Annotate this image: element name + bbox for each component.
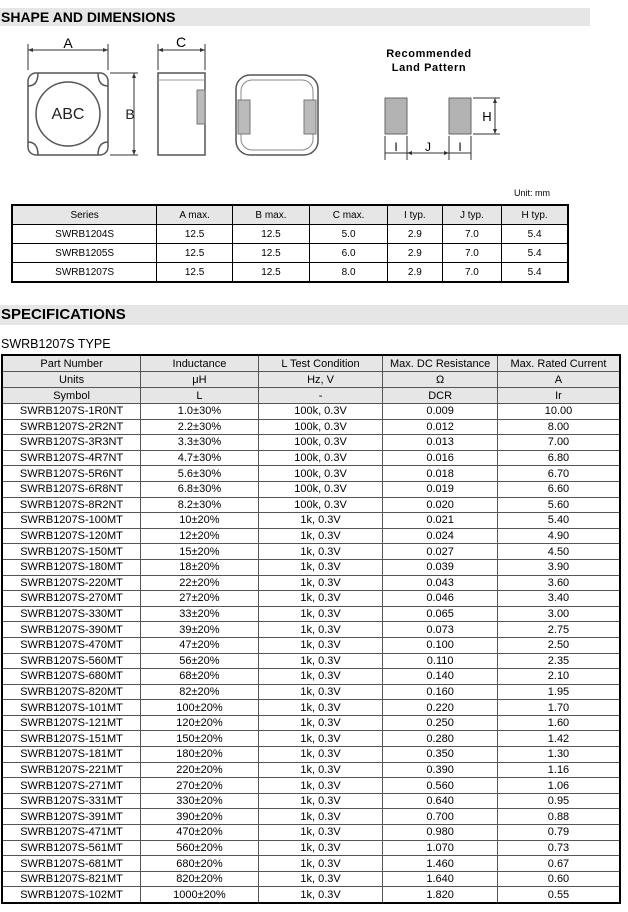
spec-cell: 1.16: [497, 762, 620, 778]
spec-cell: 0.073: [383, 622, 498, 638]
spec-cell: 0.024: [383, 528, 498, 544]
spec-header-cell: Symbol: [2, 388, 141, 404]
spec-cell: 4.90: [497, 528, 620, 544]
spec-cell: 100k, 0.3V: [258, 481, 383, 497]
dimensions-header-cell: Series: [12, 205, 157, 225]
land-pattern-drawing: [385, 98, 500, 160]
spec-cell: 5.40: [497, 513, 620, 529]
spec-cell: 0.88: [497, 809, 620, 825]
spec-cell: 1k, 0.3V: [258, 575, 383, 591]
dimensions-cell: 12.5: [157, 263, 233, 283]
label-a: A: [63, 35, 73, 51]
spec-row: [2, 793, 620, 809]
spec-cell: 4.7±30%: [141, 450, 259, 466]
spec-cell: SWRB1207S-390MT: [2, 622, 141, 638]
spec-cell: SWRB1207S-181MT: [2, 747, 141, 763]
spec-cell: SWRB1207S-271MT: [2, 778, 141, 794]
dimensions-cell: 12.5: [232, 244, 309, 263]
dimensions-cell: 5.4: [502, 244, 568, 263]
spec-cell: SWRB1207S-821MT: [2, 871, 141, 887]
spec-header-cell: L Test Condition: [258, 355, 383, 372]
spec-cell: 8.00: [497, 419, 620, 435]
spec-row: [2, 435, 620, 451]
spec-row: [2, 684, 620, 700]
spec-row: [2, 840, 620, 856]
spec-row: [2, 809, 620, 825]
spec-cell: 1k, 0.3V: [258, 653, 383, 669]
dimensions-cell: 2.9: [388, 263, 442, 283]
spec-cell: 3.00: [497, 606, 620, 622]
dimensions-header-cell: H typ.: [502, 205, 568, 225]
spec-cell: 2.10: [497, 669, 620, 685]
spec-cell: 1.60: [497, 715, 620, 731]
spec-row: [2, 575, 620, 591]
spec-cell: 0.160: [383, 684, 498, 700]
spec-row: [2, 887, 620, 903]
spec-cell: SWRB1207S-561MT: [2, 840, 141, 856]
spec-cell: 330±20%: [141, 793, 259, 809]
label-j: J: [425, 140, 431, 154]
spec-cell: 0.018: [383, 466, 498, 482]
spec-cell: 1k, 0.3V: [258, 637, 383, 653]
unit-note: Unit: mm: [514, 188, 550, 198]
dimensions-body: [12, 225, 568, 283]
spec-cell: SWRB1207S-121MT: [2, 715, 141, 731]
spec-cell: SWRB1207S-221MT: [2, 762, 141, 778]
dimensions-cell: SWRB1205S: [12, 244, 157, 263]
spec-cell: 390±20%: [141, 809, 259, 825]
spec-cell: 0.020: [383, 497, 498, 513]
spec-cell: 0.021: [383, 513, 498, 529]
dimensions-cell: SWRB1204S: [12, 225, 157, 244]
dimensions-cell: 7.0: [442, 225, 502, 244]
spec-cell: 0.043: [383, 575, 498, 591]
side-view-drawing: [158, 34, 205, 155]
label-abc: ABC: [51, 106, 85, 123]
spec-cell: SWRB1207S-100MT: [2, 513, 141, 529]
spec-cell: 7.00: [497, 435, 620, 451]
spec-header-cell: Ω: [383, 372, 498, 388]
spec-header-cell: A: [497, 372, 620, 388]
spec-cell: 1.070: [383, 840, 498, 856]
spec-cell: SWRB1207S-471MT: [2, 825, 141, 841]
top-view-drawing: [28, 35, 138, 155]
spec-cell: 0.046: [383, 591, 498, 607]
dimensions-cell: 2.9: [388, 244, 442, 263]
land-pattern-line1: Recommended: [386, 48, 472, 60]
spec-cell: 680±20%: [141, 856, 259, 872]
spec-cell: 100k, 0.3V: [258, 419, 383, 435]
dimensions-cell: 8.0: [309, 263, 387, 283]
spec-cell: SWRB1207S-180MT: [2, 559, 141, 575]
spec-type-title: SWRB1207S TYPE: [1, 337, 111, 351]
spec-cell: 10.00: [497, 404, 620, 420]
spec-cell: 2.75: [497, 622, 620, 638]
spec-row: [2, 559, 620, 575]
spec-cell: 100k, 0.3V: [258, 435, 383, 451]
spec-cell: 0.027: [383, 544, 498, 560]
spec-cell: 1.95: [497, 684, 620, 700]
spec-row: [2, 528, 620, 544]
spec-row: [2, 669, 620, 685]
dimensions-cell: 12.5: [232, 225, 309, 244]
spec-header-row: [2, 372, 620, 388]
label-i-left: I: [394, 140, 398, 154]
spec-cell: 0.009: [383, 404, 498, 420]
spec-cell: 1k, 0.3V: [258, 778, 383, 794]
spec-row: [2, 497, 620, 513]
spec-cell: SWRB1207S-120MT: [2, 528, 141, 544]
spec-cell: 100k, 0.3V: [258, 404, 383, 420]
spec-cell: SWRB1207S-391MT: [2, 809, 141, 825]
spec-cell: SWRB1207S-2R2NT: [2, 419, 141, 435]
dimensions-cell: 12.5: [232, 263, 309, 283]
spec-cell: 6.60: [497, 481, 620, 497]
spec-cell: SWRB1207S-8R2NT: [2, 497, 141, 513]
spec-cell: 1k, 0.3V: [258, 887, 383, 903]
spec-cell: 1.640: [383, 871, 498, 887]
spec-cell: 1.0±30%: [141, 404, 259, 420]
label-i-right: I: [458, 140, 462, 154]
spec-cell: 3.40: [497, 591, 620, 607]
spec-cell: 0.140: [383, 669, 498, 685]
spec-cell: 0.73: [497, 840, 620, 856]
spec-cell: SWRB1207S-101MT: [2, 700, 141, 716]
spec-header-cell: DCR: [383, 388, 498, 404]
spec-row: [2, 762, 620, 778]
spec-cell: 1k, 0.3V: [258, 559, 383, 575]
spec-cell: 0.67: [497, 856, 620, 872]
spec-cell: 100k, 0.3V: [258, 497, 383, 513]
spec-row: [2, 825, 620, 841]
spec-cell: 0.065: [383, 606, 498, 622]
spec-cell: 1k, 0.3V: [258, 669, 383, 685]
spec-cell: 1k, 0.3V: [258, 809, 383, 825]
spec-cell: 560±20%: [141, 840, 259, 856]
spec-cell: 820±20%: [141, 871, 259, 887]
dimensions-cell: 7.0: [442, 244, 502, 263]
spec-cell: 5.6±30%: [141, 466, 259, 482]
spec-cell: 1k, 0.3V: [258, 606, 383, 622]
bottom-view-drawing: [236, 75, 318, 155]
spec-cell: 120±20%: [141, 715, 259, 731]
spec-row: [2, 871, 620, 887]
spec-cell: 3.3±30%: [141, 435, 259, 451]
spec-cell: 0.100: [383, 637, 498, 653]
section-title-shape: SHAPE AND DIMENSIONS: [0, 8, 590, 26]
spec-cell: 10±20%: [141, 513, 259, 529]
spec-cell: 27±20%: [141, 591, 259, 607]
spec-row: [2, 591, 620, 607]
spec-cell: 3.60: [497, 575, 620, 591]
spec-cell: 1.70: [497, 700, 620, 716]
spec-cell: SWRB1207S-820MT: [2, 684, 141, 700]
spec-cell: 8.2±30%: [141, 497, 259, 513]
spec-cell: 0.980: [383, 825, 498, 841]
spec-cell: SWRB1207S-5R6NT: [2, 466, 141, 482]
dimensions-table: [11, 204, 569, 283]
dimensions-cell: 5.4: [502, 263, 568, 283]
land-pattern-title: [374, 47, 484, 75]
spec-cell: 1k, 0.3V: [258, 840, 383, 856]
spec-cell: 68±20%: [141, 669, 259, 685]
spec-row: [2, 513, 620, 529]
spec-header-cell: μH: [141, 372, 259, 388]
spec-cell: 5.60: [497, 497, 620, 513]
specifications-body: [2, 355, 620, 903]
spec-row: [2, 731, 620, 747]
spec-cell: 2.35: [497, 653, 620, 669]
spec-cell: 1k, 0.3V: [258, 747, 383, 763]
dimensions-row: [12, 225, 568, 244]
spec-cell: 100±20%: [141, 700, 259, 716]
spec-cell: SWRB1207S-6R8NT: [2, 481, 141, 497]
spec-cell: 1k, 0.3V: [258, 528, 383, 544]
dimensions-header-cell: C max.: [309, 205, 387, 225]
section-title-specifications: SPECIFICATIONS: [0, 305, 628, 325]
spec-cell: SWRB1207S-470MT: [2, 637, 141, 653]
spec-header-row: [2, 388, 620, 404]
dimensions-row: [12, 244, 568, 263]
specifications-table: [1, 354, 621, 904]
spec-cell: 6.8±30%: [141, 481, 259, 497]
spec-cell: 0.95: [497, 793, 620, 809]
spec-cell: 270±20%: [141, 778, 259, 794]
spec-cell: 0.700: [383, 809, 498, 825]
spec-cell: 1k, 0.3V: [258, 715, 383, 731]
spec-cell: 1.42: [497, 731, 620, 747]
dimensions-cell: 6.0: [309, 244, 387, 263]
spec-cell: 0.79: [497, 825, 620, 841]
spec-row: [2, 700, 620, 716]
dimensions-header-cell: A max.: [157, 205, 233, 225]
spec-cell: 100k, 0.3V: [258, 466, 383, 482]
spec-cell: SWRB1207S-330MT: [2, 606, 141, 622]
spec-cell: 56±20%: [141, 653, 259, 669]
spec-cell: 1.06: [497, 778, 620, 794]
spec-cell: 1.820: [383, 887, 498, 903]
spec-cell: 0.016: [383, 450, 498, 466]
spec-cell: SWRB1207S-680MT: [2, 669, 141, 685]
spec-cell: 22±20%: [141, 575, 259, 591]
spec-cell: SWRB1207S-102MT: [2, 887, 141, 903]
spec-row: [2, 637, 620, 653]
spec-cell: 1k, 0.3V: [258, 622, 383, 638]
spec-cell: 0.250: [383, 715, 498, 731]
spec-cell: 470±20%: [141, 825, 259, 841]
spec-cell: 6.80: [497, 450, 620, 466]
spec-cell: 18±20%: [141, 559, 259, 575]
spec-cell: 0.560: [383, 778, 498, 794]
spec-row: [2, 404, 620, 420]
spec-cell: 1k, 0.3V: [258, 731, 383, 747]
dimensions-cell: 2.9: [388, 225, 442, 244]
label-h: H: [482, 109, 492, 124]
spec-cell: 1000±20%: [141, 887, 259, 903]
dimensions-header-cell: I typ.: [388, 205, 442, 225]
spec-cell: 47±20%: [141, 637, 259, 653]
spec-cell: 0.013: [383, 435, 498, 451]
spec-header-cell: Max. DC Resistance: [383, 355, 498, 372]
spec-cell: 0.350: [383, 747, 498, 763]
spec-cell: 6.70: [497, 466, 620, 482]
spec-cell: SWRB1207S-4R7NT: [2, 450, 141, 466]
spec-row: [2, 715, 620, 731]
dimensions-cell: 12.5: [157, 225, 233, 244]
dimensions-cell: 5.4: [502, 225, 568, 244]
dimensions-row: [12, 263, 568, 283]
spec-cell: 33±20%: [141, 606, 259, 622]
spec-cell: 220±20%: [141, 762, 259, 778]
dimensions-header-cell: B max.: [232, 205, 309, 225]
spec-cell: SWRB1207S-681MT: [2, 856, 141, 872]
spec-cell: 2.2±30%: [141, 419, 259, 435]
spec-cell: SWRB1207S-3R3NT: [2, 435, 141, 451]
dimensions-cell: SWRB1207S: [12, 263, 157, 283]
spec-cell: 1k, 0.3V: [258, 591, 383, 607]
spec-row: [2, 419, 620, 435]
spec-cell: 2.50: [497, 637, 620, 653]
spec-cell: 0.55: [497, 887, 620, 903]
spec-row: [2, 466, 620, 482]
spec-cell: 0.390: [383, 762, 498, 778]
spec-row: [2, 481, 620, 497]
dimensions-header-row: [12, 205, 568, 225]
spec-row: [2, 544, 620, 560]
land-pattern-line2: Land Pattern: [391, 62, 467, 74]
spec-cell: SWRB1207S-151MT: [2, 731, 141, 747]
spec-header-cell: Part Number: [2, 355, 141, 372]
dimensions-cell: 5.0: [309, 225, 387, 244]
spec-header-cell: Max. Rated Current: [497, 355, 620, 372]
spec-cell: 0.640: [383, 793, 498, 809]
spec-cell: SWRB1207S-331MT: [2, 793, 141, 809]
spec-header-cell: L: [141, 388, 259, 404]
spec-row: [2, 856, 620, 872]
spec-cell: 0.280: [383, 731, 498, 747]
spec-cell: 1k, 0.3V: [258, 544, 383, 560]
spec-cell: SWRB1207S-1R0NT: [2, 404, 141, 420]
label-b: B: [125, 106, 135, 122]
spec-cell: 0.110: [383, 653, 498, 669]
spec-cell: 0.220: [383, 700, 498, 716]
spec-cell: 180±20%: [141, 747, 259, 763]
spec-header-cell: -: [258, 388, 383, 404]
spec-cell: 1k, 0.3V: [258, 684, 383, 700]
spec-cell: 1k, 0.3V: [258, 762, 383, 778]
spec-header-row: [2, 355, 620, 372]
spec-cell: 0.039: [383, 559, 498, 575]
spec-cell: 12±20%: [141, 528, 259, 544]
spec-row: [2, 778, 620, 794]
spec-cell: 4.50: [497, 544, 620, 560]
spec-header-cell: Inductance: [141, 355, 259, 372]
spec-row: [2, 450, 620, 466]
spec-row: [2, 653, 620, 669]
spec-cell: 1k, 0.3V: [258, 856, 383, 872]
spec-cell: 15±20%: [141, 544, 259, 560]
spec-header-cell: Ir: [497, 388, 620, 404]
spec-cell: 82±20%: [141, 684, 259, 700]
spec-cell: 1k, 0.3V: [258, 513, 383, 529]
dimensions-cell: 12.5: [157, 244, 233, 263]
dimensions-header-cell: J typ.: [442, 205, 502, 225]
spec-cell: SWRB1207S-220MT: [2, 575, 141, 591]
spec-cell: 1k, 0.3V: [258, 871, 383, 887]
spec-cell: 39±20%: [141, 622, 259, 638]
spec-cell: 1k, 0.3V: [258, 825, 383, 841]
spec-cell: 100k, 0.3V: [258, 450, 383, 466]
spec-cell: 1.460: [383, 856, 498, 872]
spec-cell: SWRB1207S-560MT: [2, 653, 141, 669]
spec-cell: 0.60: [497, 871, 620, 887]
spec-cell: 1k, 0.3V: [258, 700, 383, 716]
spec-header-cell: Units: [2, 372, 141, 388]
spec-row: [2, 747, 620, 763]
label-c: C: [175, 34, 187, 50]
spec-cell: SWRB1207S-150MT: [2, 544, 141, 560]
spec-cell: 3.90: [497, 559, 620, 575]
spec-cell: 150±20%: [141, 731, 259, 747]
spec-row: [2, 622, 620, 638]
spec-cell: SWRB1207S-270MT: [2, 591, 141, 607]
spec-cell: 0.012: [383, 419, 498, 435]
dimensions-cell: 7.0: [442, 263, 502, 283]
spec-cell: 1k, 0.3V: [258, 793, 383, 809]
spec-row: [2, 606, 620, 622]
spec-cell: 1.30: [497, 747, 620, 763]
spec-cell: 0.019: [383, 481, 498, 497]
spec-header-cell: Hz, V: [258, 372, 383, 388]
